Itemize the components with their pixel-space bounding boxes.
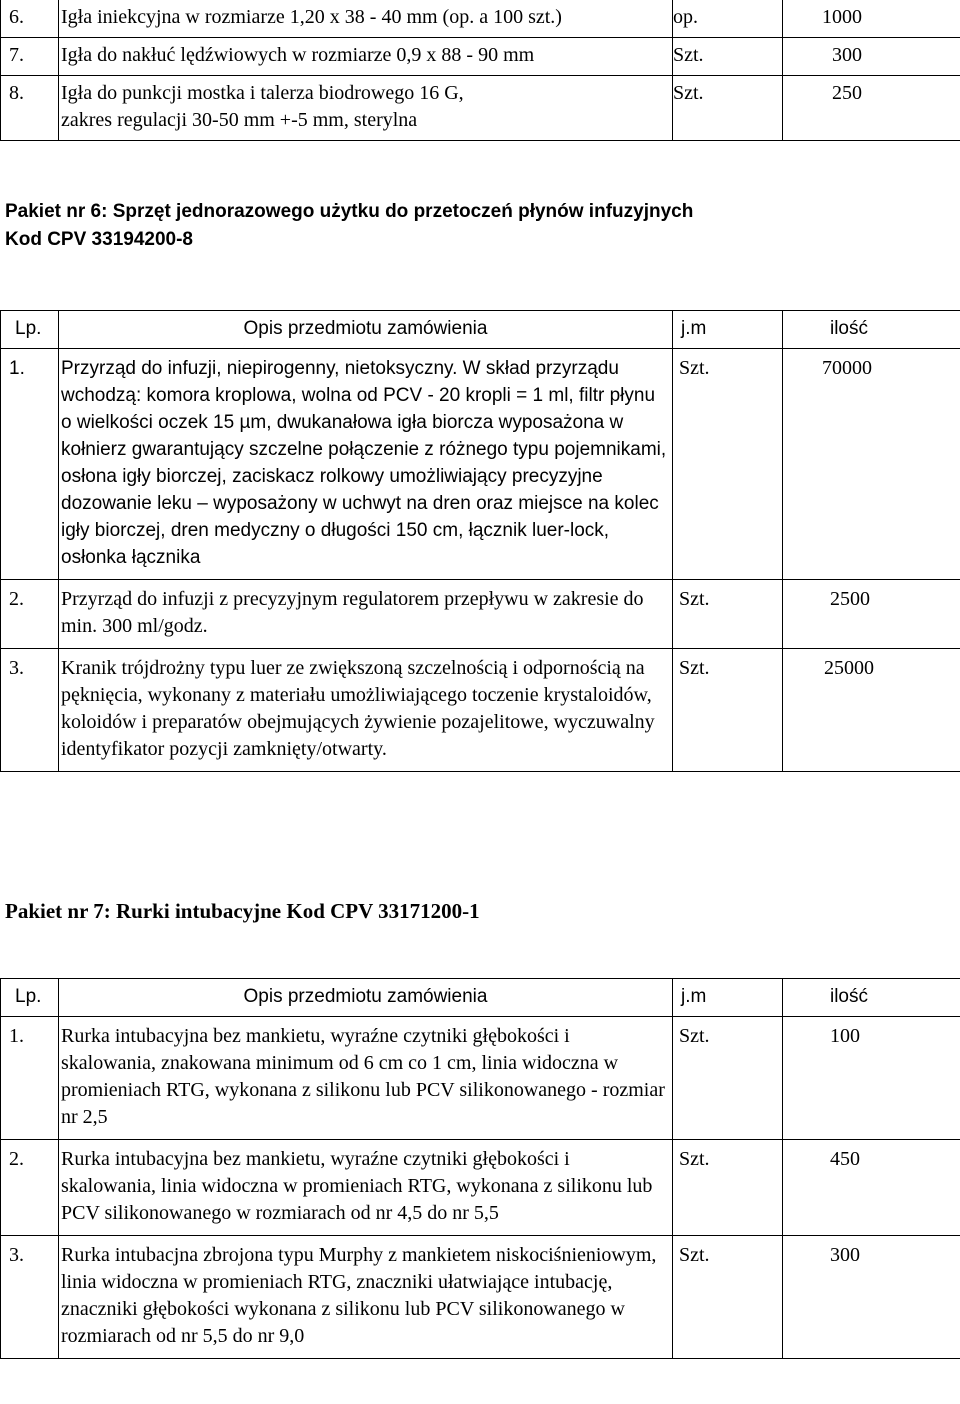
header-unit: j.m [673,311,783,349]
unit-cell: Szt. [673,349,783,580]
quantity-cell: 250 [783,76,960,141]
quantity-cell: 100 [783,1017,960,1140]
lp-cell: 1. [1,349,59,580]
header-lp: Lp. [1,311,59,349]
description-cell: Igła do nakłuć lędźwiowych w rozmiarze 0,9 x 88 - 90 mm [59,38,673,76]
description-cell: Igła do punkcji mostka i talerza biodrowego 16 G, zakres regulacji 30-50 mm +-5 mm, sterylna [59,76,673,141]
table-row [1,649,960,772]
pakiet-6-table [0,310,960,772]
table-header-row [1,311,960,349]
lp-cell: 1. [1,1017,59,1140]
description-cell: Przyrząd do infuzji, niepirogenny, nietoksyczny. W skład przyrządu wchodzą: komora kroplowa, wolna od PCV - 20 kropli = 1 ml, filtr płynu o wielkości oczek 15 µm, dwukanałowa igła biorcza wyposażona w kołnierz gwarantujący szczelne połączenie z różnego typu pojemnikami, osłona igły biorczej, zaciskacz rolkowy umożliwiający precyzyjne dozowanie leku – wyposażony w uchwyt na dren oraz miejsce na kolec igły biorczej, dren medyczny o długości 150 cm, łącznik luer-lock, osłonka łącznika [59,349,673,580]
table-row [1,1017,960,1140]
table-row [1,580,960,649]
pakiet-6-heading [5,198,693,254]
quantity-cell: 1000 [783,0,960,38]
quantity-cell: 70000 [783,349,960,580]
quantity-cell: 2500 [783,580,960,649]
pakiet-6-cpv-code: Kod CPV 33194200-8 [5,229,193,250]
header-lp: Lp. [1,979,59,1017]
description-cell: Przyrząd do infuzji z precyzyjnym regulatorem przepływu w zakresie do min. 300 ml/godz. [59,580,673,649]
pakiet-6-title: Pakiet nr 6: Sprzęt jednorazowego użytku do przetoczeń płynów infuzyjnych [5,201,694,222]
lp-cell: 8. [1,76,59,141]
description-cell: Kranik trójdrożny typu luer ze zwiększoną szczelnością i odpornością na pęknięcia, wykonany z materiału umożliwiającego toczenie krystaloidów, koloidów i preparatów obejmujących żywienie pozajelitowe, wyczuwalny identyfikator pozycji zamknięty/otwarty. [59,649,673,772]
unit-cell: Szt. [673,76,783,141]
lp-cell: 2. [1,580,59,649]
lp-cell: 3. [1,649,59,772]
unit-cell: Szt. [673,580,783,649]
table-row [1,38,960,76]
quantity-cell: 450 [783,1140,960,1236]
header-description: Opis przedmiotu zamówienia [59,311,673,349]
table-row [1,1236,960,1359]
table-header-row [1,979,960,1017]
quantity-cell: 25000 [783,649,960,772]
unit-cell: Szt. [673,38,783,76]
unit-cell: Szt. [673,1017,783,1140]
lp-cell: 6. [1,0,59,38]
header-quantity: ilość [783,979,960,1017]
table-row [1,349,960,580]
unit-cell: Szt. [673,649,783,772]
description-cell: Rurka intubacyjna bez mankietu, wyraźne czytniki głębokości i skalowania, linia widoczna w promieniach RTG, wykonana z silikonu lub PCV silikonowanego w rozmiarach od nr 4,5 do nr 5,5 [59,1140,673,1236]
table-row [1,0,960,38]
description-cell: Igła iniekcyjna w rozmiarze 1,20 x 38 - 40 mm (op. a 100 szt.) [59,0,673,38]
table-row [1,76,960,141]
quantity-cell: 300 [783,38,960,76]
quantity-cell: 300 [783,1236,960,1359]
pakiet-7-table [0,978,960,1359]
description-cell: Rurka intubacyjna bez mankietu, wyraźne czytniki głębokości i skalowania, znakowana minimum od 6 cm co 1 cm, linia widoczna w promieniach RTG, wykonana z silikonu lub PCV silikonowanego - rozmiar nr 2,5 [59,1017,673,1140]
header-description: Opis przedmiotu zamówienia [59,979,673,1017]
pakiet-7-heading: Pakiet nr 7: Rurki intubacyjne Kod CPV 33171200-1 [5,899,480,923]
header-quantity: ilość [783,311,960,349]
unit-cell: Szt. [673,1236,783,1359]
top-items-table [0,0,960,141]
description-cell: Rurka intubacjna zbrojona typu Murphy z mankietem niskociśnieniowym, linia widoczna w promieniach RTG, znaczniki ułatwiające intubację, znaczniki głębokości wykonana z silikonu lub PCV silikonowanego w rozmiarach od nr 5,5 do nr 9,0 [59,1236,673,1359]
unit-cell: Szt. [673,1140,783,1236]
unit-cell: op. [673,0,783,38]
lp-cell: 7. [1,38,59,76]
table-row [1,1140,960,1236]
lp-cell: 2. [1,1140,59,1236]
lp-cell: 3. [1,1236,59,1359]
header-unit: j.m [673,979,783,1017]
